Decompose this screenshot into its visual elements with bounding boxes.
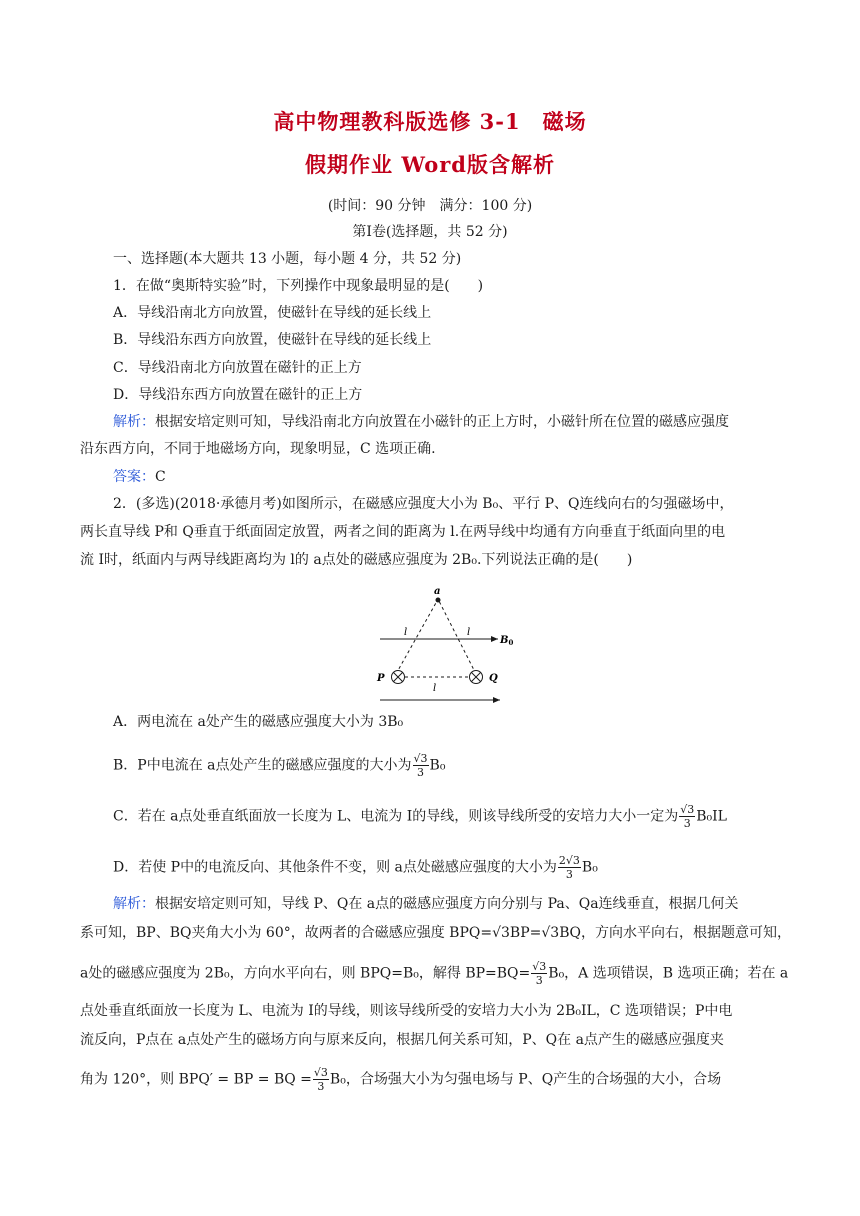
q2-analysis-fraction-1: $\frac{√3}{3}$ [532,960,547,987]
label-l-left: l [404,627,408,638]
q2-option-d: D．若使 P中的电流反向、其他条件不变，则 a点处磁感应强度的大小为 $\frac{2√3}{3}$ B₀ [113,854,598,881]
q2-option-c: C．若在 a点处垂直纸面放一长度为 L、电流为 I的导线，则该导线所受的安培力大小一定为 $\frac{√3}{3}$ B₀IL [113,803,727,830]
q2-option-b: B．P中电流在 a点处产生的磁感应强度的大小为 $\frac{√3}{3}$ B₀ [113,752,446,779]
q1-answer-value: C [155,469,166,485]
q1-option-d: D．导线沿东西方向放置在磁针的正上方 [113,387,363,403]
document-title-line2: 假期作业 Word版含解析 [305,152,555,177]
q1-answer [113,467,793,487]
q2-analysis-line6: 角为 120°，则 BPQ′ = BP = BQ = $\frac{√3}{3}$ B₀，合场强大小为匀强电场与 P、Q产生的合场强的大小，合场 [80,1066,722,1093]
label-p: P [377,673,385,684]
label-b0: $B_0$ [500,635,514,647]
q2-analysis-fraction-2: $\frac{√3}{3}$ [313,1066,328,1093]
q1-option-b: B．导线沿东西方向放置，使磁针在导线的延长线上 [113,332,432,348]
label-a: a [434,586,441,597]
q2-analysis-line5: 流反向，P点在 a点处产生的磁场方向与原来反向，根据几何关系可知，P、Q在 a点产生的磁感应强度夹 [80,1032,724,1048]
label-l-right: l [467,627,471,638]
q2-option-a: A．两电流在 a处产生的磁感应强度大小为 3B₀ [113,714,404,730]
q2-stem-line3: 流 I时，纸面内与两导线距离均为 l的 a点处的磁感应强度为 2B₀.下列说法正确的是( ) [80,552,633,568]
q2-analysis: 解析：根据安培定则可知，导线 P、Q在 a点的磁感应强度方向分别与 Pa、Qa连线垂直，根据几何关 [113,896,739,912]
q2-option-d-fraction: $\frac{2√3}{3}$ [558,854,580,881]
q1-analysis-text: 根据安培定则可知，导线沿南北方向放置在小磁针的正上方时，小磁针所在位置的磁感应强度 [155,414,729,430]
part-heading: 一、选择题(本大题共 13 小题，每小题 4 分，共 52 分) [113,251,462,267]
q1-analysis-label: 解析： [113,414,155,430]
q2-option-b-fraction: $\frac{√3}{3}$ [413,752,428,779]
q2-analysis-line4: 点处垂直纸面放一长度为 L、电流为 I的导线，则该导线所受的安培力大小为 2B₀IL，C 选项错误；P中电 [80,1003,733,1019]
point-a [436,598,441,603]
dashed-line-pa [396,601,437,674]
q2-analysis-label: 解析： [113,896,155,912]
q2-analysis-line3: a处的磁感应强度为 2B₀，方向水平向右，则 BPQ=B₀，解得 BP=BQ= $\frac{√3}{3}$ B₀，A 选项错误，B 选项正确；若在 a [80,960,789,987]
q1-option-c: C．导线沿南北方向放置在磁针的正上方 [113,360,362,376]
section-heading: 第Ⅰ卷(选择题，共 52 分) [352,224,508,240]
q1-answer-label: 答案： [113,469,155,485]
q1-option-a: A．导线沿南北方向放置，使磁针在导线的延长线上 [113,305,432,321]
q2-analysis-line2: 系可知，BP、BQ夹角大小为 60°，故两者的合磁感应强度 BPQ=√3BP=√3BQ，方向水平向右，根据题意可知， [80,925,791,941]
label-l-bottom: l [433,683,437,694]
conductor-p-icon [392,671,405,684]
q2-stem-line1: 2．(多选)(2018·承德月考)如图所示，在磁感应强度大小为 B₀、平行 P、Q连线向右的匀强磁场中， [113,496,734,512]
q1-stem: 1．在做“奥斯特实验”时，下列操作中现象最明显的是( ) [113,278,484,294]
q1-analysis [113,412,793,432]
exam-time-info: (时间：90 分钟 满分：100 分) [327,198,533,214]
conductor-q-icon [470,671,483,684]
document-title-line1: 高中物理教科版选修 3-1 磁场 [273,109,587,134]
q2-stem-line2: 两长直导线 P和 Q垂直于纸面固定放置，两者之间的距离为 l.在两导线中均通有方向垂直于纸面向里的电 [80,524,726,540]
label-q: Q [489,673,498,684]
magnetic-field-diagram [370,584,520,708]
q1-analysis-line2: 沿东西方向，不同于地磁场方向，现象明显，C 选项正确. [80,441,436,457]
q2-option-c-fraction: $\frac{√3}{3}$ [680,803,695,830]
dashed-line-qa [439,601,476,674]
